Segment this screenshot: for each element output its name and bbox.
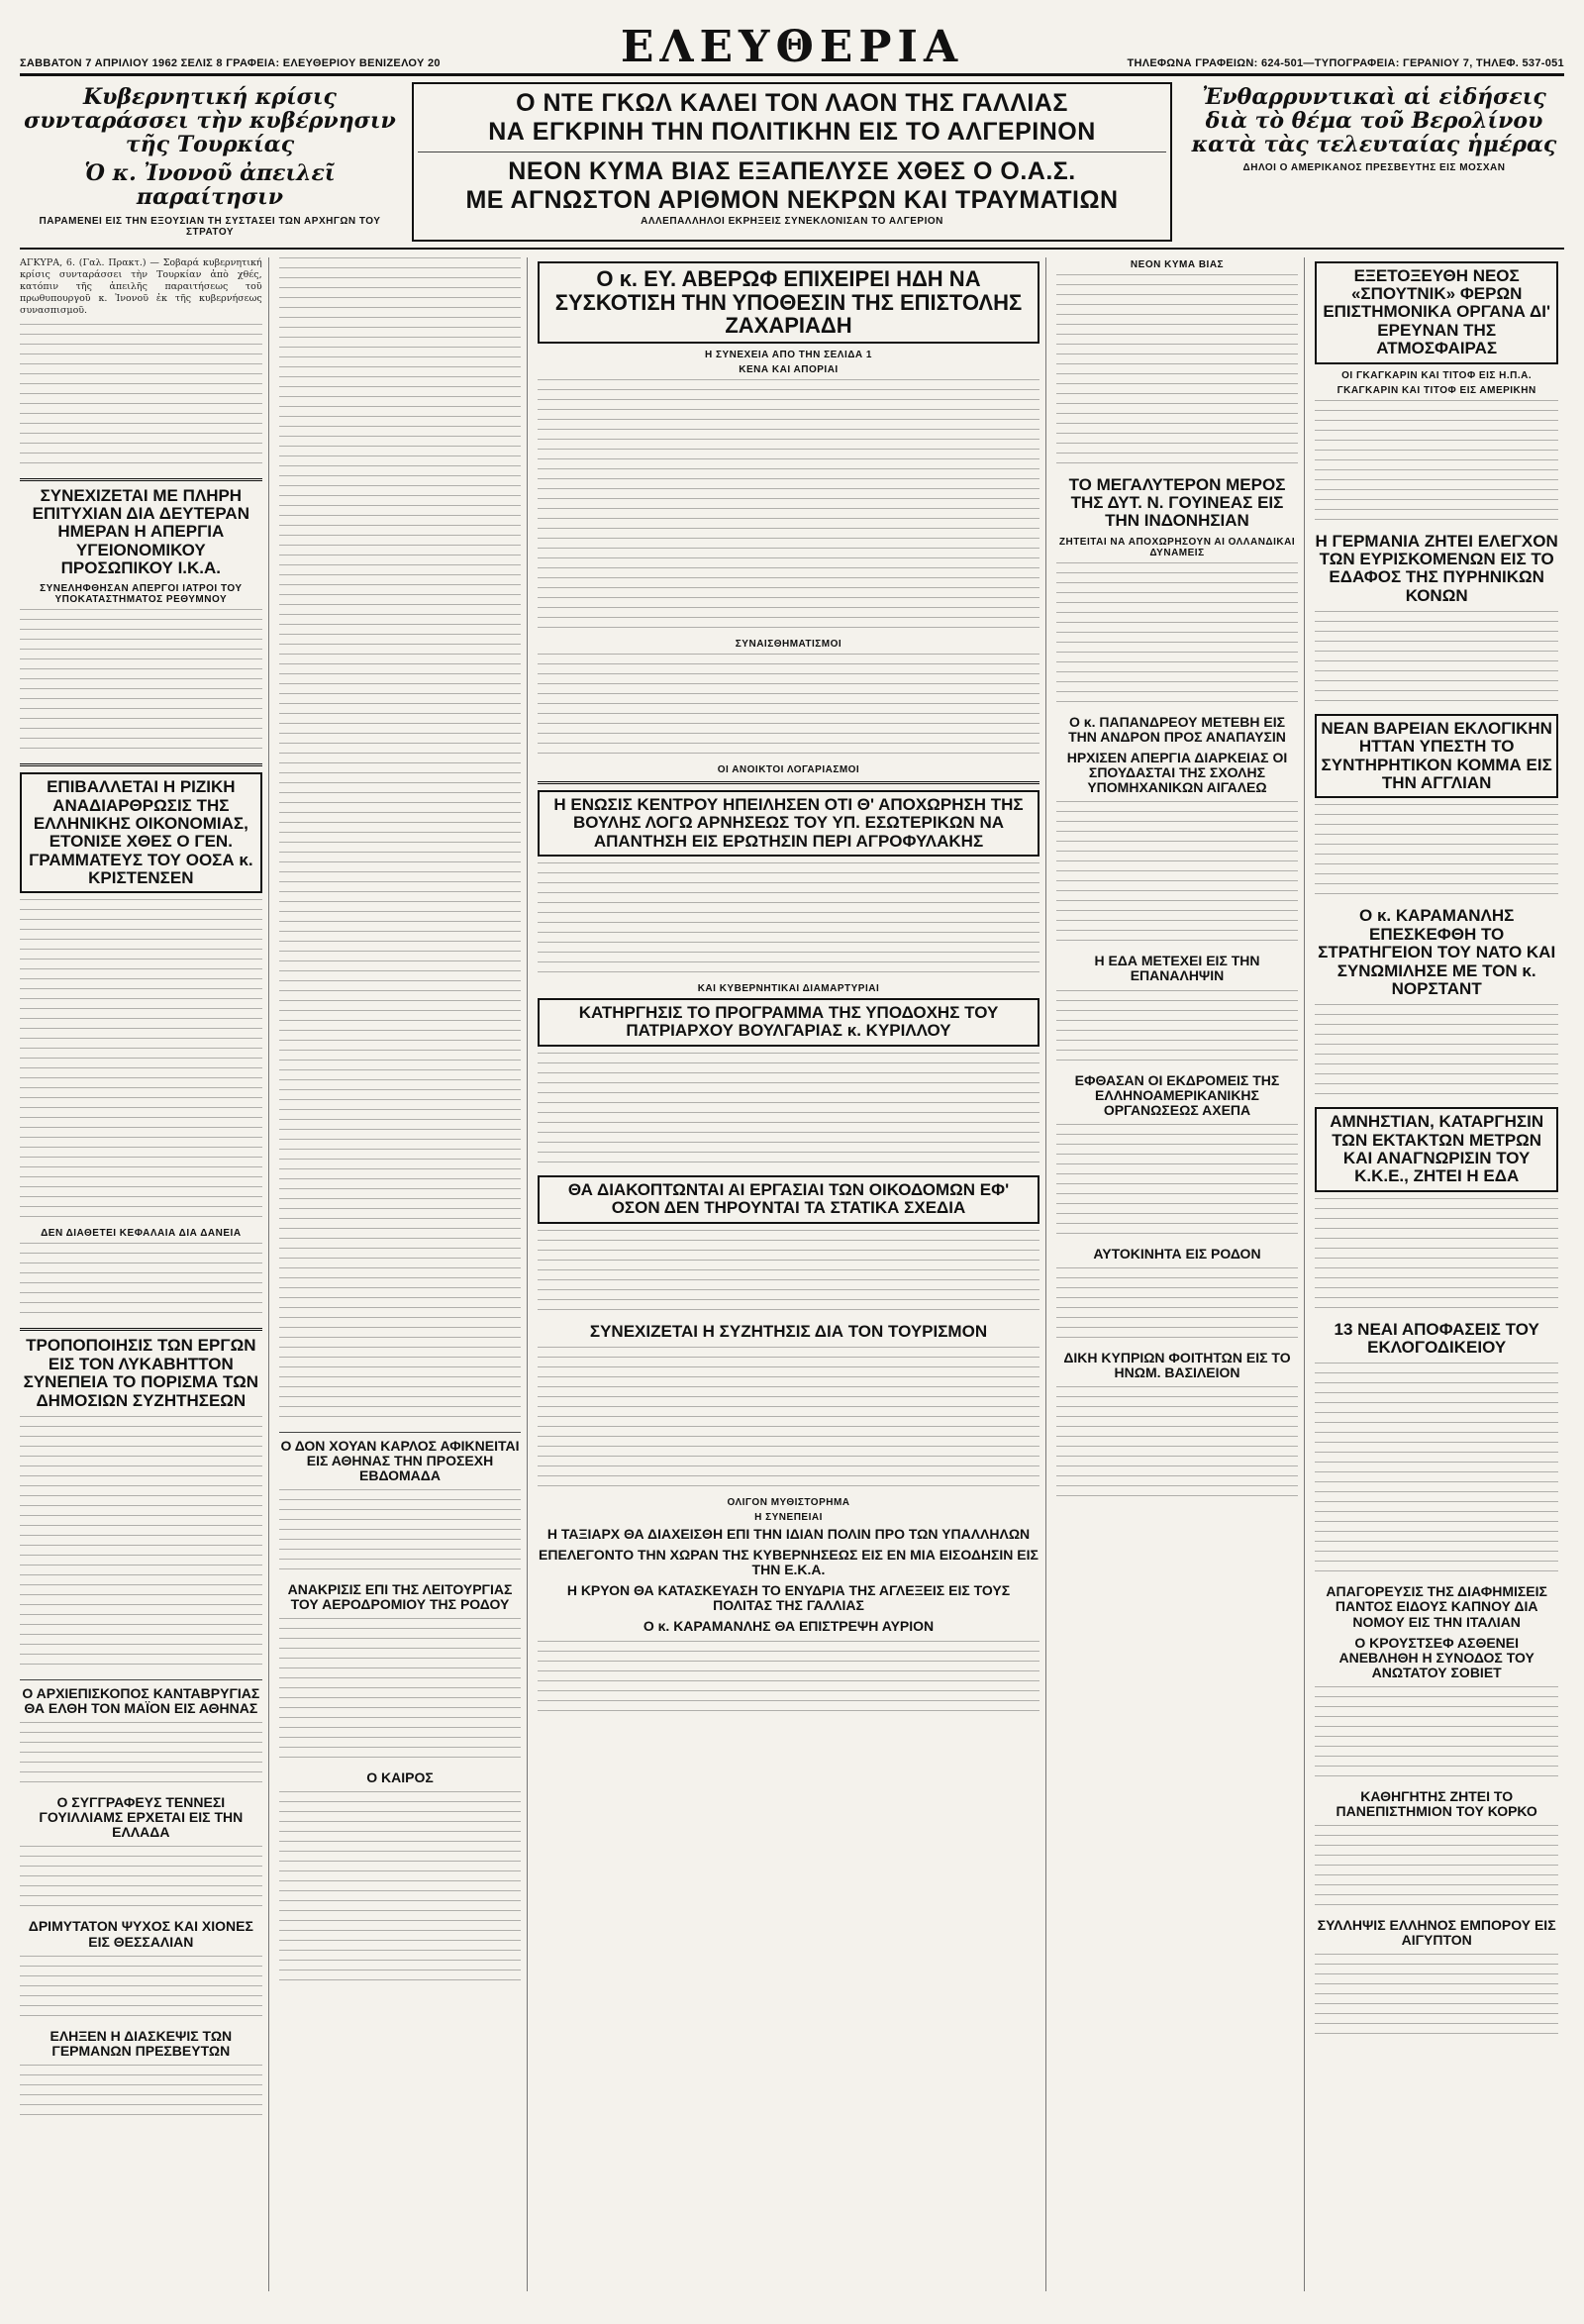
oosa-headline: ΕΠΙΒΑΛΛΕΤΑΙ Η ΡΙΖΙΚΗ ΑΝΑΔΙΑΡΘΡΩΣΙΣ ΤΗΣ ΕΛΛΗΝΙΚΗΣ ΟΙΚΟΝΟΜΙΑΣ, ΕΤΟΝΙΣΕ ΧΘΕΣ Ο ΓΕΝ. ΓΡΑΜΜΑΤΕΥΣ ΤΟΥ ΟΟΣΑ κ. ΚΡΙΣΤΕΝΣΕΝ: [20, 772, 262, 893]
sputnik-kicker: ΟΙ ΓΚΑΓΚΑΡΙΝ ΚΑΙ ΤΙΤΟΦ ΕΙΣ Η.Π.Α.: [1341, 369, 1533, 381]
ika-strike-headline: ΣΥΝΕΧΙΖΕΤΑΙ ΜΕ ΠΛΗΡΗ ΕΠΙΤΥΧΙΑΝ ΔΙΑ ΔΕΥΤΕΡΑΝ ΗΜΕΡΑΝ Η ΑΠΕΡΓΙΑ ΥΓΕΙΟΝΟΜΙΚΟΥ ΠΡΟΣΩΠΙΚΟΥ Ι.Κ.Α.: [32, 485, 249, 577]
ypallilos-headline: Η ΤΑΞΙΑΡΧ ΘΑ ΔΙΑΧΕΙΣΘΗ ΕΠΙ ΤΗΝ ΙΔΙΑΝ ΠΟΛΙΝ ΠΡΟ ΤΩΝ ΥΠΑΛΛΗΛΩΝ: [546, 1525, 1031, 1542]
kompos-headline: ΕΠΕΛΕΓΟΝΤΟ ΤΗΝ ΧΩΡΑΝ ΤΗΣ ΚΥΒΕΡΝΗΣΕΩΣ ΕΙΣ ΕΝ ΜΙΑ ΕΙΣΟΔΗΣΙΝ ΕΙΣ ΤΗΝ Ε.Κ.Α.: [539, 1546, 1039, 1578]
guinea-headline: ΤΟ ΜΕΓΑΛΥΤΕΡΟΝ ΜΕΡΟΣ ΤΗΣ ΔΥΤ. Ν. ΓΟΥΙΝΕΑΣ ΕΙΣ ΤΗΝ ΙΝΔΟΝΗΣΙΑΝ: [1068, 474, 1286, 531]
text-lines: [20, 1722, 262, 1791]
divider: [20, 763, 262, 766]
text-lines: [279, 1489, 522, 1578]
ika-strike-kicker: ΣΥΝΕΛΗΦΘΗΣΑΝ ΑΠΕΡΓΟΙ ΙΑΤΡΟΙ ΤΟΥ ΥΠΟΚΑΤΑΣΤΗΜΑΤΟΣ ΡΕΘΥΜΝΟΥ: [40, 583, 243, 606]
election-court-headline: 13 ΝΕΑΙ ΑΠΟΦΑΣΕΙΣ ΤΟΥ ΕΚΛΟΓΟΔΙΚΕΙΟΥ: [1334, 1319, 1539, 1358]
column-6: [1315, 257, 1564, 2291]
text-lines: [279, 1618, 522, 1767]
text-lines: [20, 609, 262, 758]
text-lines: [538, 379, 1039, 637]
text-lines: [1315, 611, 1558, 710]
berlin-story: [1184, 82, 1564, 242]
front-top-row: [20, 82, 1564, 250]
text-lines: [538, 1347, 1039, 1495]
text-lines: [1056, 990, 1299, 1069]
pyrinikon-headline: Η ΓΕΡΜΑΝΙΑ ΖΗΤΕΙ ΕΛΕΓΧΟΝ ΤΩΝ ΕΥΡΙΣΚΟΜΕΝΩΝ ΕΙΣ ΤΟ ΕΔΑΦΟΣ ΤΗΣ ΠΥΡΗΝΙΚΩΝ ΚΟΝΩΝ: [1315, 531, 1558, 605]
cars-rhodes-headline: ΑΥΤΟΚΙΝΗΤΑ ΕΙΣ ΡΟΔΟΝ: [1093, 1245, 1261, 1262]
text-lines: [1315, 1686, 1558, 1785]
papandreou-headline: Ο κ. ΠΑΠΑΝΔΡΕΟΥ ΜΕΤΕΒΗ ΕΙΣ ΤΗΝ ΑΝΔΡΟΝ ΠΡΟΣ ΑΝΑΠΑΥΣΙΝ: [1068, 713, 1286, 745]
text-lines: [1056, 274, 1299, 472]
text-lines: [1315, 1954, 1558, 2043]
averof-headline: Ο κ. ΕΥ. ΑΒΕΡΩΦ ΕΠΙΧΕΙΡΕΙ ΗΔΗ ΝΑ ΣΥΣΚΟΤΙΣΗ ΤΗΝ ΥΠΟΘΕΣΙΝ ΤΗΣ ΕΠΙΣΤΟΛΗΣ ΖΑΧΑΡΙΑΔΗ: [538, 261, 1039, 344]
oas-headline-1: ΝΕΟΝ ΚΥΜΑ ΒΙΑΣ ΕΞΑΠΕΛΥΣΕ ΧΘΕΣ Ο Ο.Α.Σ.: [508, 157, 1076, 185]
text-lines: [279, 257, 522, 495]
new-wave-subhead: ΝΕΟΝ ΚΥΜΑ ΒΙΑΣ: [1130, 258, 1225, 270]
text-lines: [20, 1956, 262, 2025]
kyrillos-headline: ΚΑΤΗΡΓΗΣΙΣ ΤΟ ΠΡΟΓΡΑΜΜΑ ΤΗΣ ΥΠΟΔΟΧΗΣ ΤΟΥ ΠΑΤΡΙΑΡΧΟΥ ΒΟΥΛΓΑΡΙΑΣ κ. ΚΥΡΙΛΛΟΥ: [538, 998, 1039, 1047]
text-lines: [538, 1053, 1039, 1171]
text-lines: [20, 324, 262, 472]
masthead-date-line: ΣΑΒΒΑΤΟΝ 7 ΑΠΡΙΛΙΟΥ 1962 ΣΕΛΙΣ 8 ΓΡΑΦΕΙΑ: ΕΛΕΥΘΕΡΙΟΥ ΒΕΝΙΖΕΛΟΥ 20: [20, 57, 441, 69]
oas-headline-2: ΜΕ ΑΓΝΩΣΤΟΝ ΑΡΙΘΜΟΝ ΝΕΚΡΩΝ ΚΑΙ ΤΡΑΥΜΑΤΙΩΝ: [465, 186, 1119, 214]
text-lines: [1315, 804, 1558, 903]
averof-subhead-3: ΟΙ ΑΝΟΙΚΤΟΙ ΛΟΓΑΡΙΑΣΜΟΙ: [717, 764, 860, 775]
text-lines: [1315, 1825, 1558, 1914]
de-gaulle-headline-1: Ο ΝΤΕ ΓΚΩΛ ΚΑΛΕΙ ΤΟΝ ΛΑΟΝ ΤΗΣ ΓΑΛΛΙΑΣ: [516, 89, 1068, 117]
text-lines: [20, 899, 262, 1226]
masthead: [20, 14, 1564, 76]
column-1: [20, 257, 269, 2291]
lykavittos-headline: ΤΡΟΠΟΠΟΙΗΣΙΣ ΤΩΝ ΕΡΓΩΝ ΕΙΣ ΤΟΝ ΛΥΚΑΒΗΤΤΟΝ ΣΥΝΕΠΕΙΑ ΤΟ ΠΟΡΙΣΜΑ ΤΩΝ ΔΗΜΟΣΙΩΝ ΣΥΖΗΤΗΣΕΩΝ: [23, 1336, 259, 1410]
text-lines: [538, 862, 1039, 981]
eda-headline: Η ΕΔΑ ΜΕΤΕΧΕΙ ΕΙΣ ΤΗΝ ΕΠΑΝΑΛΗΨΙΝ: [1094, 953, 1260, 984]
divider: [279, 1432, 522, 1433]
khrushchev-headline: Ο ΚΡΟΥΣΤΣΕΦ ΑΣΘΕΝΕΙ ΑΝΕΒΛΗΘΗ Η ΣΥΝΟΔΟΣ ΤΟΥ ΑΝΩΤΑΤΟΥ ΣΟΒΙΕΤ: [1338, 1634, 1534, 1680]
tobacco-ad-headline: ΑΠΑΓΟΡΕΥΣΙΣ ΤΗΣ ΔΙΑΦΗΜΙΣΕΙΣ ΠΑΝΤΟΣ ΕΙΔΟΥΣ ΚΑΠΝΟΥ ΔΙΑ ΝΟΜΟΥ ΕΙΣ ΤΗΝ ΙΤΑΛΙΑΝ: [1326, 1583, 1547, 1630]
text-lines: [1056, 562, 1299, 711]
divider: [20, 1679, 262, 1680]
berlin-kicker: ΔΗΛΟΙ Ο ΑΜΕΡΙΚΑΝΟΣ ΠΡΕΣΒΕΥΤΗΣ ΕΙΣ ΜΟΣΧΑΝ: [1242, 162, 1506, 174]
synepeies-subhead: Η ΣΥΝΕΠΕΙΑΙ: [754, 1511, 823, 1523]
berlin-headline: Ἐνθαρρυντικαὶ αἱ εἰδήσεις διὰ τὸ θέμα τοῦ Βερολίνου κατὰ τὰς τελευταίας ἡμέρας: [1191, 84, 1557, 157]
text-lines: [538, 654, 1039, 762]
turkey-body: ΑΓΚΥΡΑ, 6. (Γαλ. Πρακτ.) — Σοβαρά κυβερνητική κρίσις συνταράσσει τὴν Τουρκίαν ἀπὸ χθές, κατόπιν τῆς ἀπειλῆς παραιτήσεως τοῦ πρωθυπουργοῦ κ. Ἰνονοῦ ἐκ τῆς κυβερνήσεως συνασπισμοῦ.: [20, 256, 262, 317]
inonu-headline: Ὁ κ. Ἰνονοῦ ἀπειλεῖ παραίτησιν: [84, 160, 336, 210]
england-headline: ΝΕΑΝ ΒΑΡΕΙΑΝ ΕΚΛΟΓΙΚΗΝ ΗΤΤΑΝ ΥΠΕΣΤΗ ΤΟ ΣΥΝΤΗΡΗΤΙΚΟΝ ΚΟΜΜΑ ΕΙΣ ΤΗΝ ΑΓΓΛΙΑΝ: [1315, 714, 1558, 798]
text-lines: [279, 495, 522, 1050]
amnesty-headline: ΑΜΝΗΣΤΙΑΝ, ΚΑΤΑΡΓΗΣΙΝ ΤΩΝ ΕΚΤΑΚΤΩΝ ΜΕΤΡΩΝ ΚΑΙ ΑΝΑΓΝΩΡΙΣΙΝ ΤΟΥ Κ.Κ.Ε., ΖΗΤΕΙ Η ΕΔΑ: [1315, 1107, 1558, 1191]
rodos-airport-headline: ΑΝΑΚΡΙΣΙΣ ΕΠΙ ΤΗΣ ΛΕΙΤΟΥΡΓΙΑΣ ΤΟΥ ΑΕΡΟΔΡΟΜΙΟΥ ΤΗΣ ΡΟΔΟΥ: [287, 1581, 513, 1613]
turkey-headline: Κυβερνητική κρίσις συνταράσσει τὴν κυβέρνησιν τῆς Τουρκίας: [24, 84, 396, 157]
oas-kicker: ΑΛΛΕΠΑΛΛΗΛΟΙ ΕΚΡΗΞΕΙΣ ΣΥΝΕΚΛΟΝΙΣΑΝ ΤΟ ΑΛΓΕΡΙΟΝ: [641, 216, 943, 227]
egypt-headline: ΣΥΛΛΗΨΙΣ ΕΛΛΗΝΟΣ ΕΜΠΟΡΟΥ ΕΙΣ ΑΙΓΥΠΤΟΝ: [1317, 1917, 1556, 1949]
oosa-subhead: ΔΕΝ ΔΙΑΘΕΤΕΙ ΚΕΦΑΛΑΙΑ ΔΙΑ ΔΑΝΕΙΑ: [41, 1228, 242, 1240]
text-lines: [1315, 1363, 1558, 1580]
text-lines: [1056, 801, 1299, 950]
karamanlis-return-headline: Ο κ. ΚΑΡΑΜΑΝΛΗΣ ΘΑ ΕΠΙΣΤΡΕΨΗ ΑΥΡΙΟΝ: [643, 1618, 935, 1635]
column-2: [279, 257, 529, 2291]
professor-headline: ΚΑΘΗΓΗΤΗΣ ΖΗΤΕΙ ΤΟ ΠΑΝΕΠΙΣΤΗΜΙΟΝ ΤΟΥ ΚΟΡΚΟ: [1336, 1788, 1537, 1820]
text-lines: [20, 1846, 262, 1915]
cypriot-students-headline: ΔΙΚΗ ΚΥΠΡΙΩΝ ΦΟΙΤΗΤΩΝ ΕΙΣ ΤΟ ΗΝΩΜ. ΒΑΣΙΛΕΙΟΝ: [1063, 1350, 1291, 1381]
tourism-headline: ΣΥΝΕΧΙΖΕΤΑΙ Η ΣΥΖΗΤΗΣΙΣ ΔΙΑ ΤΟΝ ΤΟΥΡΙΣΜΟΝ: [589, 1321, 988, 1341]
williams-headline: Ο ΣΥΓΓΡΑΦΕΥΣ ΤΕΝΝΕΣΙ ΓΟΥΙΛΛΙΑΜΣ ΕΡΧΕΤΑΙ ΕΙΣ ΤΗΝ ΕΛΛΑΔΑ: [39, 1794, 244, 1841]
column-3-4: [538, 257, 1045, 2291]
newspaper-page: [20, 14, 1564, 2291]
text-lines: [20, 1416, 262, 1673]
schools-strike-headline: ΗΡΧΙΣΕΝ ΑΠΕΡΓΙΑ ΔΙΑΡΚΕΙΑΣ ΟΙ ΣΠΟΥΔΑΣΤΑΙ ΤΗΣ ΣΧΟΛΗΣ ΥΠΟΜΗΧΑΝΙΚΩΝ ΑΙΓΑΛΕΩ: [1066, 750, 1288, 796]
guinea-kicker: ΖΗΤΕΙΤΑΙ ΝΑ ΑΠΟΧΩΡΗΣΟΥΝ ΑΙ ΟΛΛΑΝΔΙΚΑΙ ΔΥΝΑΜΕΙΣ: [1058, 536, 1296, 558]
thessalia-headline: ΔΡΙΜΥΤΑΤΟΝ ΨΥΧΟΣ ΚΑΙ ΧΙΟΝΕΣ ΕΙΣ ΘΕΣΣΑΛΙΑΝ: [28, 1918, 253, 1950]
text-lines: [538, 1641, 1039, 1720]
text-lines: [1056, 1267, 1299, 1347]
government-protests-subhead: ΚΑΙ ΚΥΒΕΡΝΗΤΙΚΑΙ ΔΙΑΜΑΡΤΥΡΙΑΙ: [697, 983, 880, 995]
kryo-headline: Η ΚΡΥΟΝ ΘΑ ΚΑΤΑΣΚΕΥΑΣΗ ΤΟ ΕΝΥΔΡΙΑ ΤΗΣ ΑΓΛΕΞΕΙΣ ΕΙΣ ΤΟΥΣ ΠΟΛΙΤΑΣ ΤΗΣ ΓΑΛΛΙΑΣ: [566, 1582, 1011, 1614]
divider: [20, 1328, 262, 1331]
article-grid: [20, 257, 1564, 2291]
turkey-crisis-story: [20, 82, 400, 242]
masthead-phone-line: ΤΗΛΕΦΩΝΑ ΓΡΑΦΕΙΩΝ: 624-501—ΤΥΠΟΓΡΑΦΕΙΑ: ΓΕΡΑΝΙΟΥ 7, ΤΗΛΕΦ. 537-051: [1127, 57, 1564, 69]
archbishop-headline: Ο ΑΡΧΙΕΠΙΣΚΟΠΟΣ ΚΑΝΤΑΒΡΥΓΙΑΣ ΘΑ ΕΛΘΗ ΤΟΝ ΜΑΪΟΝ ΕΙΣ ΑΘΗΝΑΣ: [22, 1684, 260, 1717]
kentrou-headline: Η ΕΝΩΣΙΣ ΚΕΝΤΡΟΥ ΗΠΕΙΛΗΣΕΝ ΟΤΙ Θ' ΑΠΟΧΩΡΗΣΗ ΤΗΣ ΒΟΥΛΗΣ ΛΟΓΩ ΑΡΝΗΣΕΩΣ ΤΟΥ ΥΠ. ΕΣΩΤΕΡΙΚΩΝ ΝΑ ΑΠΑΝΤΗΣΗ ΕΙΣ ΕΡΩΤΗΣΙΝ ΠΕΡΙ ΑΓΡΟΦΥΛΑΚΗΣ: [538, 790, 1039, 857]
karamanlis-nato-headline: Ο κ. ΚΑΡΑΜΑΝΛΗΣ ΕΠΕΣΚΕΦΘΗ ΤΟ ΣΤΡΑΤΗΓΕΙΟΝ ΤΟΥ ΝΑΤΟ ΚΑΙ ΣΥΝΩΜΙΛΗΣΕ ΜΕ ΤΟΝ κ. ΝΟΡΣΤΑΝΤ: [1318, 906, 1556, 998]
column-5: [1056, 257, 1306, 2291]
oikodomon-headline: ΘΑ ΔΙΑΚΟΠΤΩΝΤΑΙ ΑΙ ΕΡΓΑΣΙΑΙ ΤΩΝ ΟΙΚΟΔΟΜΩΝ ΕΦ' ΟΣΟΝ ΔΕΝ ΤΗΡΟΥΝΤΑΙ ΤΑ ΣΤΑΤΙΚΑ ΣΧΕΔΙΑ: [538, 1175, 1039, 1224]
averof-subhead-1: ΚΕΝΑ ΚΑΙ ΑΠΟΡΙΑΙ: [739, 364, 839, 375]
oligon-subhead: ΟΛΙΓΟΝ ΜΥΘΙΣΤΟΡΗΜΑ: [727, 1496, 850, 1508]
text-lines: [1315, 1004, 1558, 1103]
text-lines: [1056, 1386, 1299, 1505]
don-juan-headline: Ο ΔΟΝ ΧΟΥΑΝ ΚΑΡΛΟΣ ΑΦΙΚΝΕΙΤΑΙ ΕΙΣ ΑΘΗΝΑΣ ΤΗΝ ΠΡΟΣΕΧΗ ΕΒΔΟΜΑΔΑ: [280, 1437, 520, 1483]
text-lines: [20, 1243, 262, 1322]
masthead-title: ΕΛΕΥΘΕΡΙΑ: [620, 22, 964, 72]
averof-continuation: Η ΣΥΝΕΧΕΙΑ ΑΠΟ ΤΗΝ ΣΕΛΙΔΑ 1: [704, 350, 872, 360]
text-lines: [1056, 1124, 1299, 1243]
text-lines: [538, 1230, 1039, 1319]
germans-headline: ΕΛΗΞΕΝ Η ΔΙΑΣΚΕΨΙΣ ΤΩΝ ΓΕΡΜΑΝΩΝ ΠΡΕΣΒΕΥΤΩΝ: [50, 2027, 233, 2059]
turkey-kicker: ΠΑΡΑΜΕΝΕΙ ΕΙΣ ΤΗΝ ΕΞΟΥΣΙΑΝ ΤΗ ΣΥΣΤΑΣΕΙ ΤΩΝ ΑΡΧΗΓΩΝ ΤΟΥ ΣΤΡΑΤΟΥ: [39, 215, 381, 238]
text-lines: [1315, 1198, 1558, 1317]
divider: [20, 478, 262, 481]
text-lines: [20, 2065, 262, 2124]
text-lines: [279, 1791, 522, 1989]
text-lines: [279, 1050, 522, 1426]
averof-subhead-2: ΣΥΝΑΙΣΘΗΜΑΤΙΣΜΟΙ: [735, 639, 842, 650]
sputnik-headline: ΕΞΕΤΟΞΕΥΘΗ ΝΕΟΣ «ΣΠΟΥΤΝΙΚ» ΦΕΡΩΝ ΕΠΙΣΤΗΜΟΝΙΚΑ ΟΡΓΑΝΑ ΔΙ' ΕΡΕΥΝΑΝ ΤΗΣ ΑΤΜΟΣΦΑΙΡΑΣ: [1315, 261, 1558, 364]
text-lines: [1315, 400, 1558, 529]
gagarin-subhead: ΓΚΑΓΚΑΡΙΝ ΚΑΙ ΤΙΤΟΦ ΕΙΣ ΑΜΕΡΙΚΗΝ: [1336, 384, 1536, 396]
de-gaulle-headline-2: ΝΑ ΕΓΚΡΙΝΗ ΤΗΝ ΠΟΛΙΤΙΚΗΝ ΕΙΣ ΤΟ ΑΛΓΕΡΙΝΟΝ: [488, 118, 1096, 146]
de-gaulle-story: [412, 82, 1172, 242]
divider: [538, 781, 1039, 784]
weather-headline: Ο ΚΑΙΡΟΣ: [366, 1769, 434, 1786]
ahepa-headline: ΕΦΘΑΣΑΝ ΟΙ ΕΚΔΡΟΜΕΙΣ ΤΗΣ ΕΛΛΗΝΟΑΜΕΡΙΚΑΝΙΚΗΣ ΟΡΓΑΝΩΣΕΩΣ ΑΧΕΠΑ: [1074, 1071, 1280, 1118]
